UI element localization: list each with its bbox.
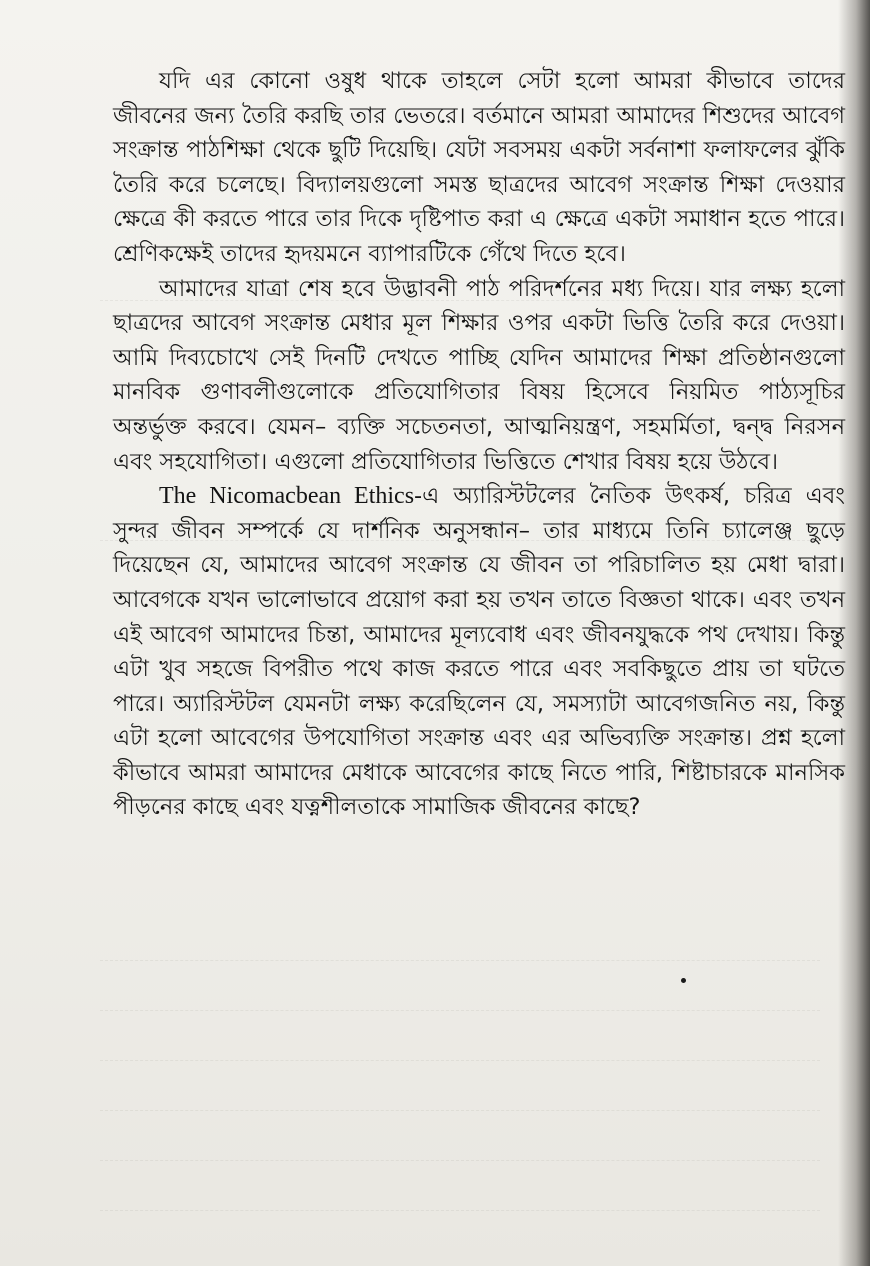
show-through-line <box>100 1160 820 1175</box>
show-through-line <box>100 960 820 975</box>
show-through-line <box>100 1110 820 1125</box>
body-text <box>113 64 845 825</box>
paragraph-2: আমাদের যাত্রা শেষ হবে উদ্ভাবনী পাঠ পরিদর্শনের মধ্য দিয়ে। যার লক্ষ্য হলো ছাত্রদের আবেগ সংক্রান্ত মেধার মূল শিক্ষার ওপর একটা ভিত্তি তৈরি করে দেওয়া। আমি দিব্যচোখে সেই দিনটি দেখতে পাচ্ছি যেদিন আমাদের শিক্ষা প্রতিষ্ঠানগুলো মানবিক গুণাবলীগুলোকে প্রতিযোগিতার বিষয় হিসেবে নিয়মিত পাঠ্যসূচির অন্তর্ভুক্ত করবে। যেমন– ব্যক্তি সচেতনতা, আত্মনিয়ন্ত্রণ, সহমর্মিতা, দ্বন্দ্ব নিরসন এবং সহযোগিতা। এগুলো প্রতিযোগিতার ভিত্তিতে শেখার বিষয় হয়ে উঠবে। <box>113 275 845 475</box>
ink-dot <box>681 978 686 983</box>
paragraph-3 <box>113 479 845 825</box>
show-through-line <box>100 1060 820 1075</box>
book-title: The Nicomacbean Ethics <box>159 483 415 510</box>
show-through-line <box>100 1010 820 1025</box>
paragraph-1: যদি এর কোনো ওষুধ থাকে তাহলে সেটা হলো আমরা কীভাবে তাদের জীবনের জন্য তৈরি করছি তার ভেতরে। বর্তমানে আমরা আমাদের শিশুদের আবেগ সংক্রান্ত পাঠশিক্ষা থেকে ছুটি দিয়েছি। যেটা সবসময় একটা সর্বনাশা ফলাফলের ঝুঁকি তৈরি করে চলেছে। বিদ্যালয়গুলো সমস্ত ছাত্রদের আবেগ সংক্রান্ত শিক্ষা দেওয়ার ক্ষেত্রে কী করতে পারে তার দিকে দৃষ্টিপাত করা এ ক্ষেত্রে একটা সমাধান হতে পারে। শ্রেণিকক্ষেই তাদের হৃদয়মনে ব্যাপারটিকে গেঁথে দিতে হবে। <box>113 68 845 267</box>
paragraph-3-text: -এ অ্যারিস্টটলের নৈতিক উৎকর্ষ, চরিত্র এবং সুন্দর জীবন সম্পর্কে যে দার্শনিক অনুসন্ধান– তার মাধ্যমে তিনি চ্যালেঞ্জ ছুড়ে দিয়েছেন যে, আমাদের আবেগ সংক্রান্ত যে জীবন তা পরিচালিত হয় মেধা দ্বারা। আবেগকে যখন ভালোভাবে প্রয়োগ করা হয় তখন তাতে বিজ্ঞতা থাকে। এবং তখন এই আবেগ আমাদের চিন্তা, আমাদের মূল্যবোধ এবং জীবনযুদ্ধকে পথ দেখায়। কিন্তু এটা খুব সহজে বিপরীত পথে কাজ করতে পারে এবং সবকিছুতে প্রায় তা ঘটতে পারে। অ্যারিস্টটল যেমনটা লক্ষ্য করেছিলেন যে, সমস্যাটা আবেগজনিত নয়, কিন্তু এটা হলো আবেগের উপযোগিতা সংক্রান্ত এবং এর অভিব্যক্তি সংক্রান্ত। প্রশ্ন হলো কীভাবে আমরা আমাদের মেধাকে আবেগের কাছে নিতে পারি, শিষ্টাচারকে মানসিক পীড়নের কাছে এবং যত্নশীলতাকে সামাজিক জীবনের কাছে? <box>113 483 845 821</box>
show-through-line <box>100 1210 820 1225</box>
